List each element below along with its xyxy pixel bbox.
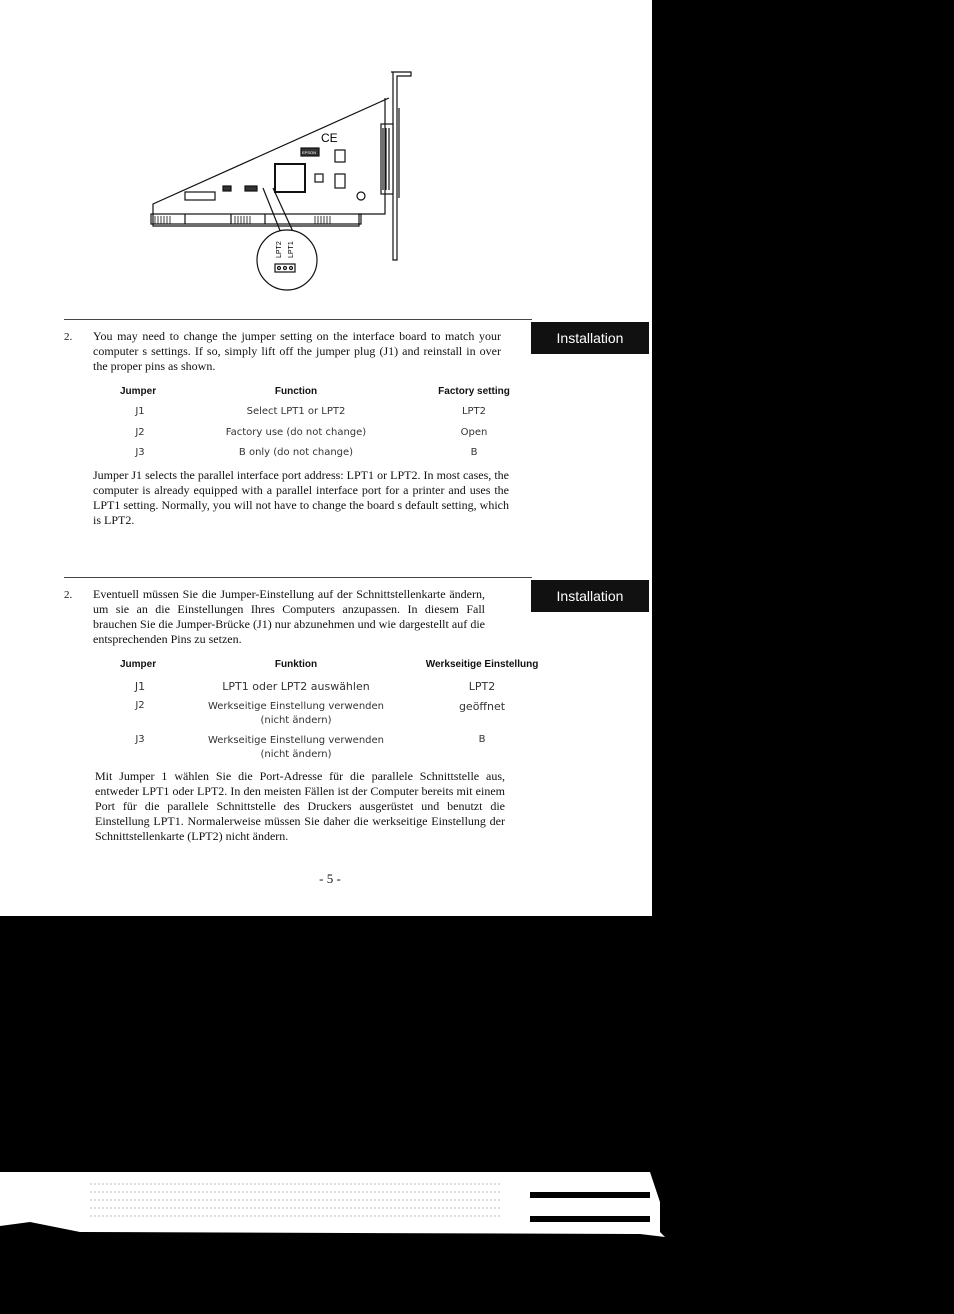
- table-cell: B only (do not change): [238, 447, 354, 458]
- bleed-through-noise: [0, 1172, 954, 1262]
- table-cell: LPT2: [461, 406, 487, 417]
- jumper-label-lpt2: LPT2: [276, 241, 283, 258]
- table-cell: geöffnet: [458, 700, 506, 713]
- german-note: Mit Jumper 1 wählen Sie die Port-Adresse für die parallele Schnittstelle aus, entweder LPT1 oder LPT2. In den meisten Fällen ist der Computer bereits mit einem Port für die parallele Schnittstelle des Druckers ausgerüstet und benutzt die Einstellung LPT1. Normalerweise müssen Sie daher die werkseitige Einstellung der Schnittstellenkarte (LPT2) nicht ändern.: [95, 769, 505, 843]
- bleed-through-strip: [0, 1172, 954, 1262]
- table-cell: J3: [135, 447, 145, 458]
- english-note: Jumper J1 selects the parallel interface port address: LPT1 or LPT2. In most cases, the computer is already equipped with a parallel interface port for a printer and uses the LPT1 setting. Normally, you will not have to change the board s default setting, which is LPT2.: [93, 468, 509, 527]
- table-header-function: Function: [274, 386, 318, 397]
- table-cell: B: [478, 734, 486, 745]
- table-cell: B: [470, 447, 478, 458]
- table-header-jumper-de: Jumper: [120, 659, 157, 670]
- table-cell: J1: [135, 406, 145, 417]
- scan-black-margin-right: [652, 0, 954, 918]
- table-header-jumper: Jumper: [120, 386, 157, 397]
- english-intro: You may need to change the jumper setting on the interface board to match your computer s settings. If so, simply lift off the jumper plug (J1) and reinstall in over the proper pins as shown.: [93, 329, 501, 373]
- table-cell: J2: [135, 700, 145, 711]
- table-cell: LPT2: [468, 680, 496, 693]
- table-cell: Open: [460, 427, 488, 438]
- ce-mark-icon: CE: [321, 131, 338, 145]
- table-cell: LPT1 oder LPT2 auswählen: [222, 680, 370, 693]
- table-cell: Select LPT1 or LPT2: [246, 406, 346, 417]
- step-number-german: 2.: [64, 589, 73, 601]
- section-divider-german: [64, 577, 532, 578]
- step-number-english: 2.: [64, 331, 73, 343]
- table-header-factory-setting: Factory setting: [438, 386, 510, 397]
- table-cell: Factory use (do not change): [225, 427, 367, 438]
- interface-board-diagram: [145, 68, 445, 308]
- page-number: - 5 -: [319, 871, 341, 886]
- section-tab-english: Installation: [531, 322, 649, 354]
- chip-label: EPSON: [302, 150, 317, 155]
- table-header-werkseitige-einstellung: Werkseitige Einstellung: [425, 659, 539, 670]
- table-header-funktion: Funktion: [274, 659, 318, 670]
- table-cell: Werkseitige Einstellung verwenden (nicht ändern): [207, 735, 385, 760]
- table-cell: J3: [135, 734, 145, 745]
- german-intro: Eventuell müssen Sie die Jumper-Einstellung auf der Schnittstellenkarte ändern, um sie an die Einstellungen Ihres Computers anzupassen. In diesem Fall brauchen Sie die Jumper-Brücke (J1) nur abzunehmen und wie dargestellt auf die entsprechenden Pins zu setzen.: [93, 587, 485, 646]
- section-divider-english: [64, 319, 532, 320]
- table-cell: J2: [135, 427, 145, 438]
- table-cell: Werkseitige Einstellung verwenden (nicht ändern): [207, 701, 385, 726]
- table-cell: J1: [134, 680, 146, 693]
- jumper-label-lpt1: LPT1: [288, 241, 295, 258]
- section-tab-german: Installation: [531, 580, 649, 612]
